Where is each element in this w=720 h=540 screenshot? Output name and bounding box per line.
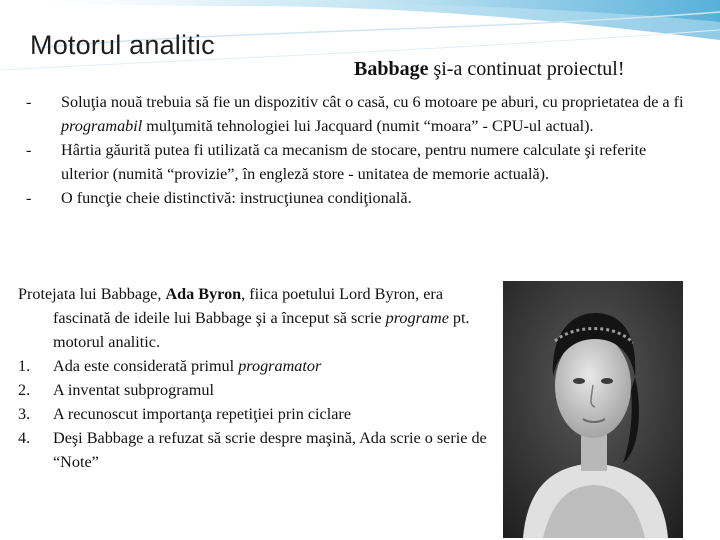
list-item	[18, 354, 498, 378]
subtitle-bold-name: Babbage	[354, 58, 429, 80]
bullet-text: O funcţie cheie distinctivă: instrucţiunea condiţională.	[61, 189, 412, 207]
intro-text-part: Protejata lui Babbage,	[18, 285, 166, 303]
bullet-list	[26, 90, 686, 210]
intro-emphasis: programe	[385, 309, 449, 327]
list-item-text: A inventat subprogramul	[53, 381, 214, 399]
list-item-text: Ada este considerată primul	[53, 357, 239, 375]
subtitle-text: şi-a continuat proiectul!	[428, 58, 625, 80]
list-number: 1.	[18, 357, 31, 375]
bullet-item	[26, 186, 686, 210]
bullet-dash: -	[26, 189, 32, 207]
list-number: 2.	[18, 381, 31, 399]
list-item-emphasis: programator	[238, 357, 322, 375]
list-item	[18, 402, 498, 426]
list-item	[18, 426, 498, 474]
bullet-text	[61, 93, 684, 135]
list-item-text: Deşi Babbage a refuzat să scrie despre maşină, Ada scrie o serie de “Note”	[53, 429, 487, 471]
ada-intro-paragraph	[18, 282, 498, 354]
intro-bold-name: Ada Byron	[165, 285, 242, 303]
intro-text-part: pt. motorul analitic.	[53, 309, 470, 351]
ada-section	[18, 282, 498, 474]
slide-title: Motorul analitic	[30, 30, 215, 60]
bullet-emphasis: programabil	[61, 117, 143, 135]
bullet-item	[26, 90, 686, 138]
bullet-dash: -	[26, 93, 32, 111]
list-number: 3.	[18, 405, 31, 423]
list-item-text: A recunoscut importanţa repetiţiei prin ciclare	[53, 405, 351, 423]
bullet-text: Hârtia găurită putea fi utilizată ca mecanism de stocare, pentru numere calculate şi referite ulterior (numită “provizie”, în engleză store - unitatea de memorie actuală).	[61, 141, 647, 183]
intro-text-part: , fiica poetului Lord Byron, era fascinată de ideile lui Babbage şi a început să scrie	[53, 285, 444, 327]
slide-subtitle	[354, 58, 625, 81]
bullet-text-part: Soluţia nouă trebuia să fie un dispozitiv cât o casă, cu 6 motoare pe aburi, cu proprietatea de a fi	[61, 93, 684, 111]
ada-byron-portrait-image	[503, 281, 683, 538]
portrait-illustration	[503, 281, 683, 538]
list-item	[18, 378, 498, 402]
bullet-item	[26, 138, 686, 186]
numbered-list	[18, 354, 498, 474]
list-number: 4.	[18, 429, 31, 447]
bullet-text-part: mulţumită tehnologiei lui Jacquard (numit “moara” - CPU-ul actual).	[142, 117, 594, 135]
bullet-dash: -	[26, 141, 32, 159]
